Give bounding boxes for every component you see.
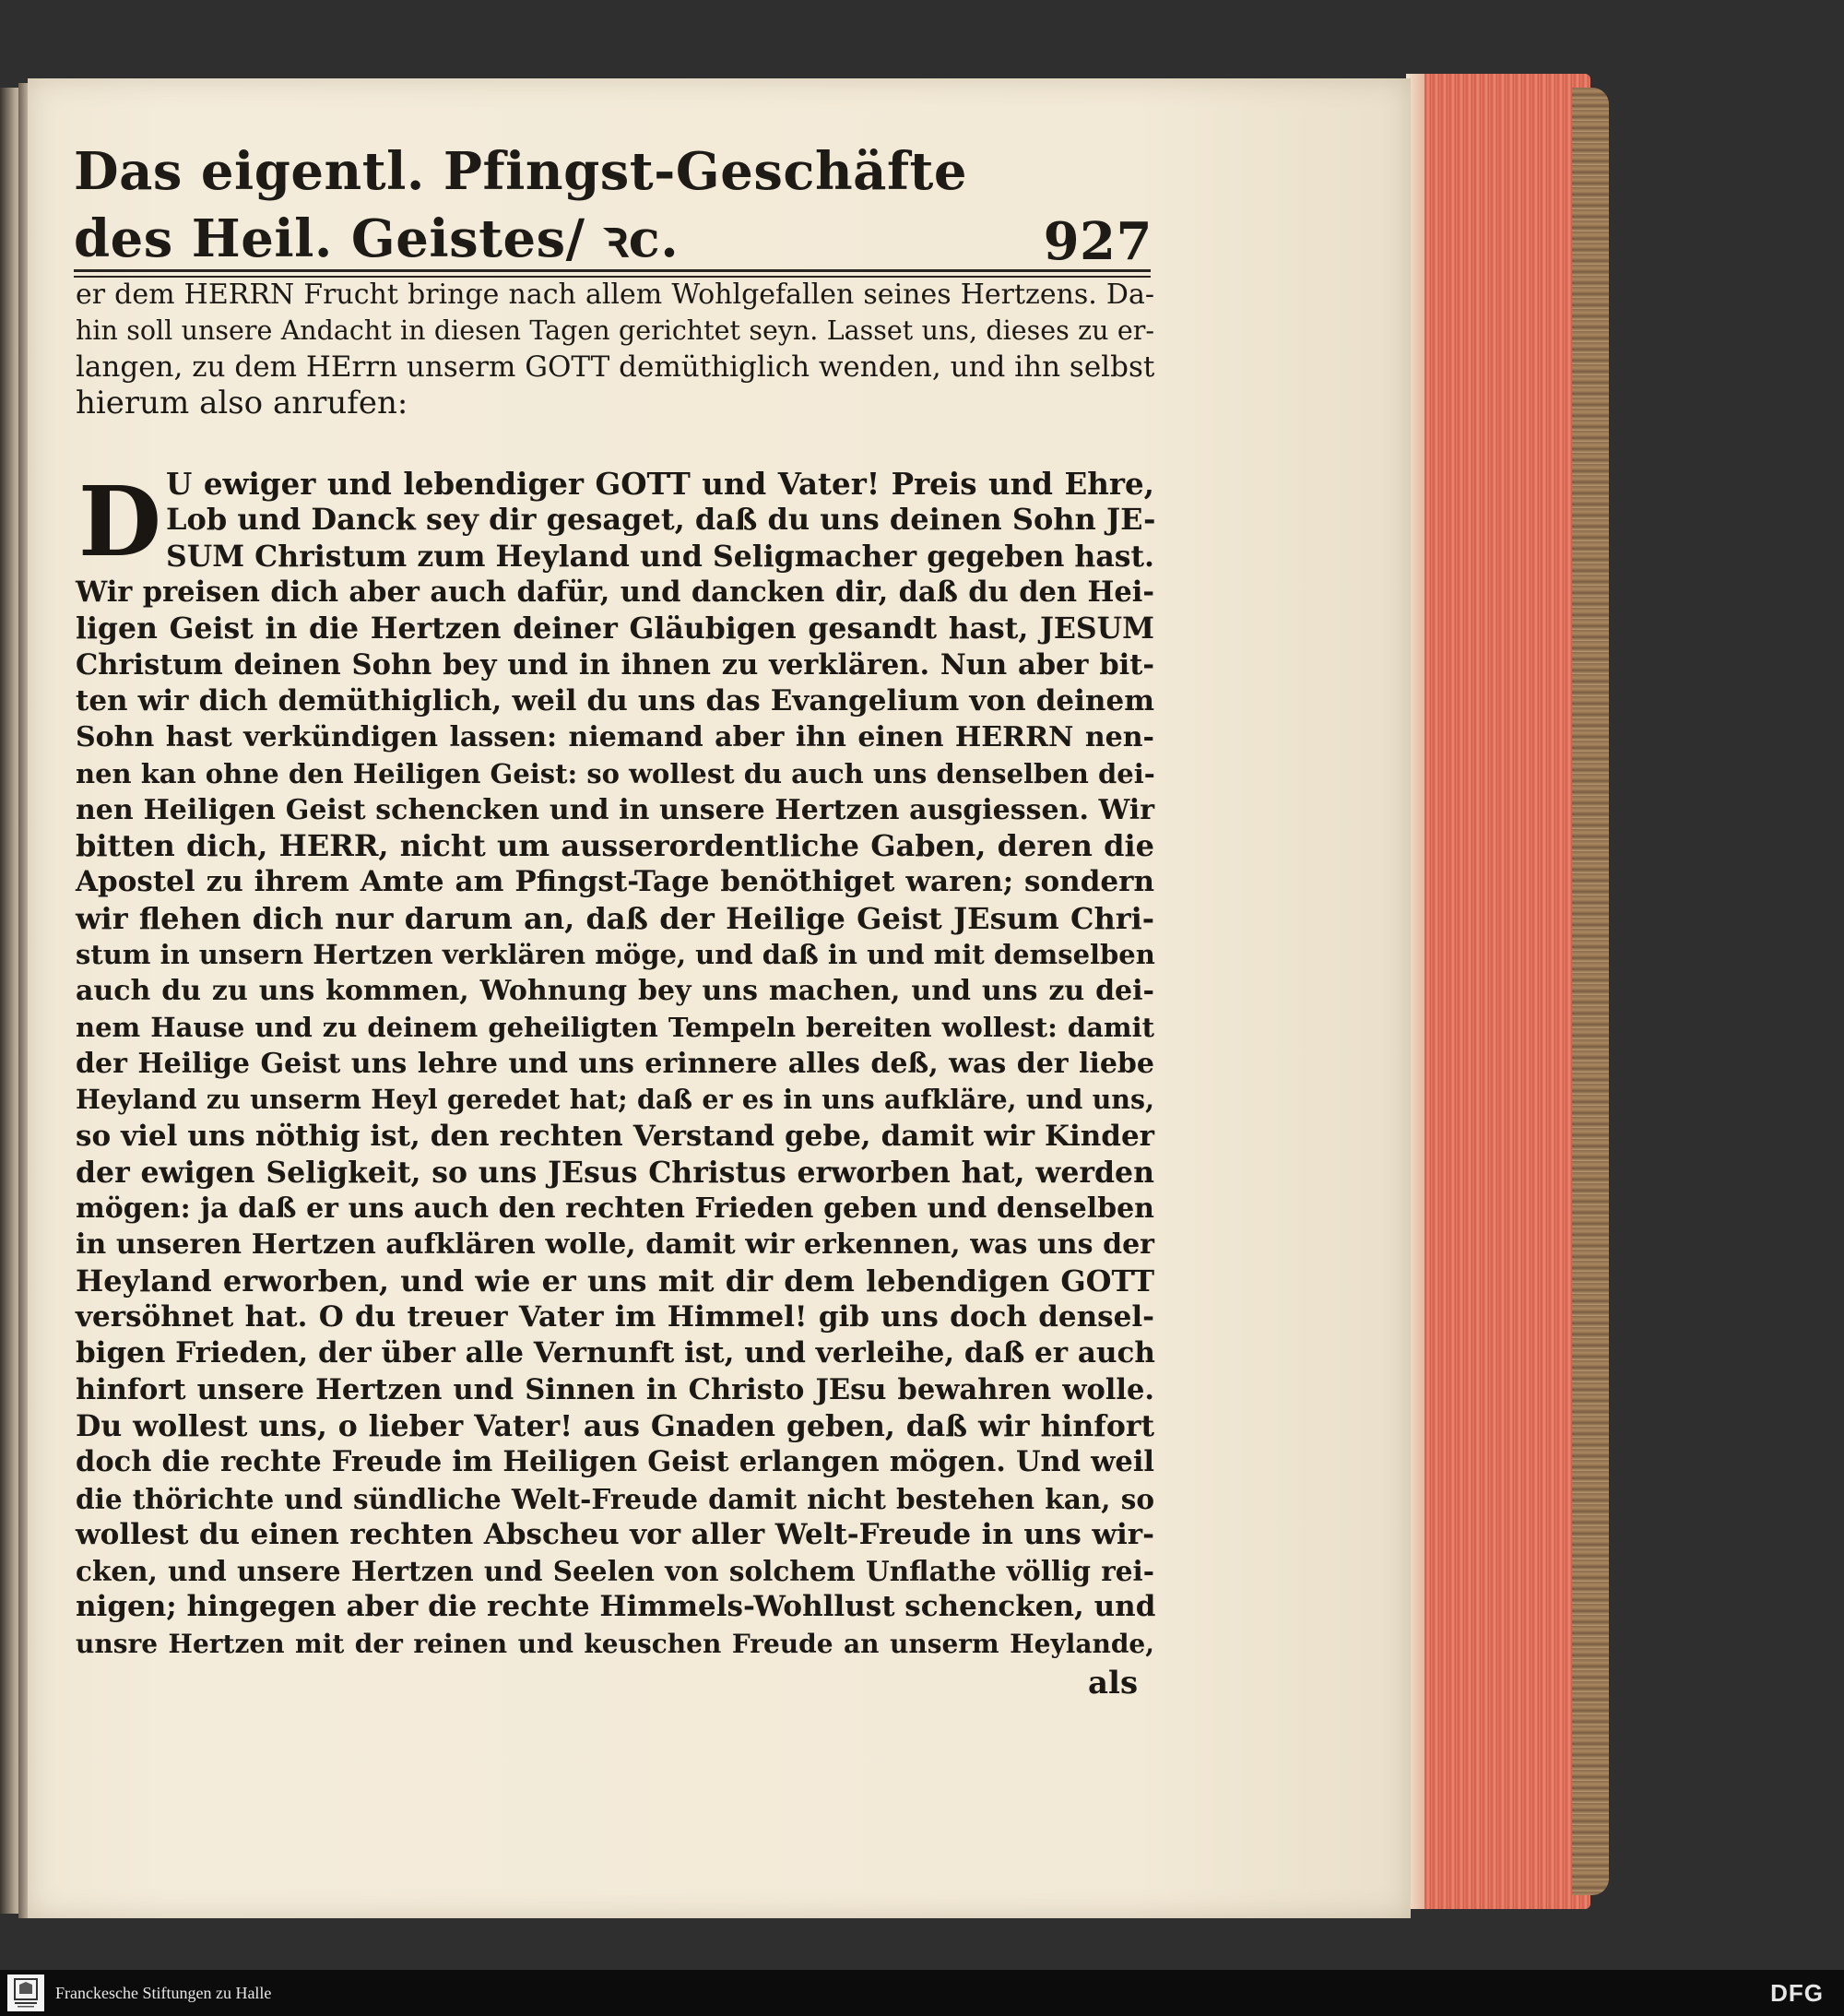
- text-line: auch du zu uns kommen, Wohnung bey uns machen, und uns zu dei-: [76, 975, 1154, 1008]
- text-line: versöhnet hat. O du treuer Vater im Himmel! gib uns doch densel-: [76, 1300, 1154, 1334]
- text-line: ligen Geist in die Hertzen deiner Gläubigen gesandt hast, JESUM: [76, 611, 1154, 646]
- viewer-footer: [0, 1970, 1844, 2016]
- text-line: nem Hause und zu deinem geheiligten Tempeln bereiten wollest: damit: [76, 1011, 1154, 1043]
- text-line: Wir preisen dich aber auch dafür, und dancken dir, daß du den Hei-: [76, 575, 1154, 610]
- intro-paragraph: [76, 277, 1154, 421]
- text-line: wollest du einen rechten Abscheu vor aller Welt-Freude in uns wir-: [76, 1517, 1154, 1551]
- text-line: nen kan ohne den Heiligen Geist: so wollest du auch uns denselben dei-: [76, 757, 1155, 789]
- text-line: cken, und unsere Hertzen und Seelen von solchem Unflathe völlig rei-: [76, 1555, 1154, 1588]
- dfg-logo[interactable]: DFG: [1770, 1978, 1824, 2007]
- text-line: mögen: ja daß er uns auch den rechten Frieden geben und denselben: [76, 1192, 1154, 1226]
- text-line: U ewiger und lebendiger GOTT und Vater! Preis und Ehre,: [166, 466, 1154, 503]
- text-line: Sohn hast verkündigen lassen: niemand aber ihn einen HERRN nen-: [76, 721, 1154, 754]
- text-line: doch die rechte Freude im Heiligen Geist erlangen mögen. Und weil: [76, 1445, 1154, 1479]
- running-head-title: Das eigentl. Pfingst-Geschäfte des Heil. Geistes/ ꝛc.: [74, 141, 968, 269]
- text-line: stum in unsern Hertzen verklären möge, und daß in und mit demselben: [76, 939, 1155, 971]
- text-line: die thörichte und sündliche Welt-Freude damit nicht bestehen kan, so: [76, 1482, 1154, 1515]
- paragraph-gap: [76, 421, 1154, 466]
- text-line: SUM Christum zum Heyland und Seligmacher gegeben hast.: [166, 539, 1154, 574]
- text-line: langen, zu dem HErrn unserm GOTT demüthiglich wenden, und ihn selbst: [76, 350, 1155, 384]
- text-line: er dem HERRN Frucht bringe nach allem Wohlgefallen seines Hertzens. Da-: [76, 279, 1154, 311]
- text-line: Christum deinen Sohn bey und in ihnen zu verklären. Nun aber bit-: [76, 647, 1154, 682]
- text-line: der ewigen Seligkeit, so uns JEsus Christus erworben hat, werden: [76, 1155, 1154, 1190]
- text-line: Du wollest uns, o lieber Vater! aus Gnaden geben, daß wir hinfort: [76, 1408, 1154, 1443]
- footer-branding: [0, 1974, 271, 2011]
- prayer-paragraph: [76, 466, 1154, 1662]
- text-line: nen Heiligen Geist schencken und in unsere Hertzen ausgiessen. Wir: [76, 793, 1154, 826]
- text-line: Heyland erworben, und wie er uns mit dir dem lebendigen GOTT: [76, 1263, 1154, 1299]
- text-line: bigen Frieden, der über alle Vernunft ist, und verleihe, daß er auch: [76, 1336, 1155, 1370]
- page-number: 927: [1043, 211, 1152, 272]
- text-line: der Heilige Geist uns lehre und uns erinnere alles deß, was der liebe: [76, 1047, 1154, 1080]
- text-line: bitten dich, HERR, nicht um ausserordentliche Gaben, deren die: [76, 828, 1154, 864]
- page-edges: [1406, 74, 1590, 1909]
- catchword: als: [1088, 1665, 1139, 1702]
- decorated-initial: D: [77, 465, 162, 579]
- text-line: hierum also anrufen:: [76, 384, 408, 421]
- running-head: [74, 141, 1152, 272]
- text-line: Heyland zu unserm Heyl geredet hat; daß er es in uns aufkläre, und uns,: [76, 1084, 1154, 1116]
- text-line: ten wir dich demüthiglich, weil du uns das Evangelium von deinem: [76, 683, 1154, 717]
- institution-name[interactable]: Franckesche Stiftungen zu Halle: [55, 1983, 272, 2002]
- page-body: [76, 277, 1154, 1662]
- text-line: wir flehen dich nur darum an, daß der Heilige Geist JEsum Chri-: [76, 900, 1154, 936]
- text-line: Lob und Danck sey dir gesaget, daß du uns deinen Sohn JE-: [166, 502, 1156, 538]
- text-line: in unseren Hertzen aufklären wolle, damit wir erkennen, was uns der: [76, 1228, 1154, 1262]
- text-line: so viel uns nöthig ist, den rechten Verstand gebe, damit wir Kinder: [76, 1119, 1154, 1153]
- text-line: hinfort unsere Hertzen und Sinnen in Christo JEsu bewahren wolle.: [76, 1372, 1154, 1406]
- text-line: hin soll unsere Andacht in diesen Tagen gerichtet seyn. Lasset uns, dieses zu er-: [76, 315, 1154, 347]
- text-line: nigen; hingegen aber die rechte Himmels-Wohllust schencken, und: [76, 1590, 1156, 1624]
- institution-logo-icon[interactable]: [7, 1974, 44, 2011]
- text-line: unsre Hertzen mit der reinen und keuschen Freude an unserm Heylande,: [76, 1628, 1154, 1659]
- book-cover-edge: [1572, 88, 1609, 1895]
- text-line: Apostel zu ihrem Amte am Pfingst-Tage benöthiget waren; sondern: [76, 865, 1154, 899]
